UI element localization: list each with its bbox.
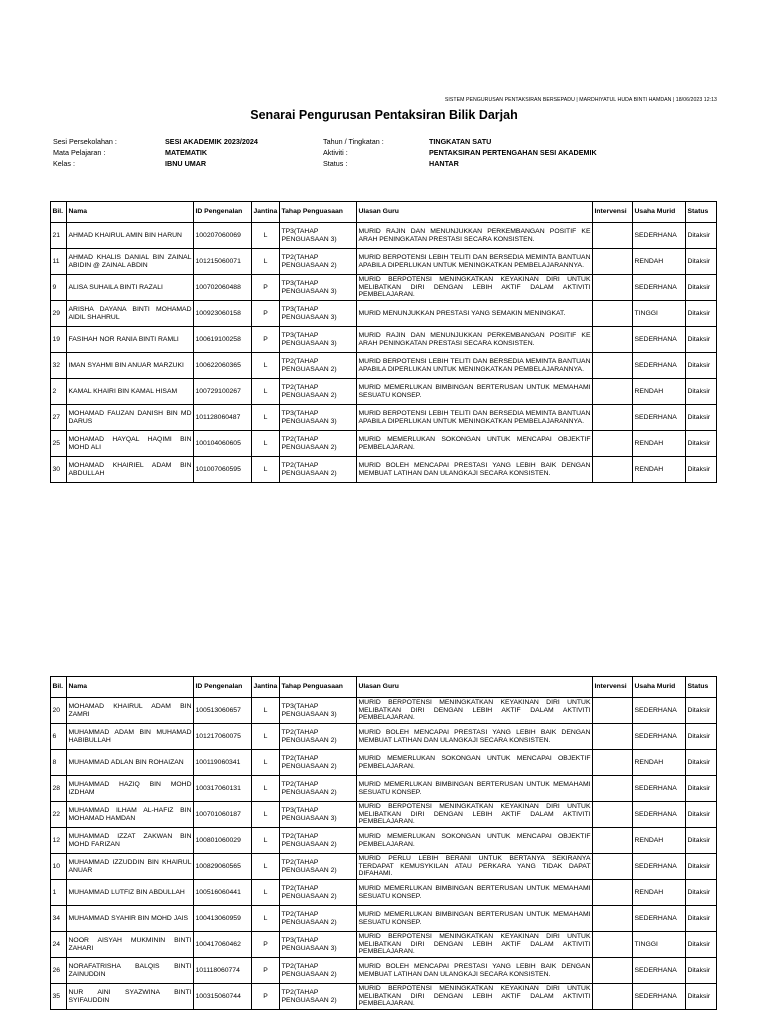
cell-usaha: SEDERHANA (633, 275, 686, 301)
header-status: Status (686, 202, 717, 223)
cell-bil: 20 (51, 698, 67, 724)
table-row (51, 802, 717, 828)
cell-intervensi (593, 249, 633, 275)
table-row (51, 776, 717, 802)
cell-intervensi (593, 275, 633, 301)
cell-jantina: P (252, 301, 280, 327)
cell-id: 100516060441 (194, 880, 252, 906)
cell-jantina: L (252, 854, 280, 880)
cell-ulasan: MURID MEMERLUKAN BIMBINGAN BERTERUSAN UNTUK MEMAHAMI SESUATU KONSEP. (357, 776, 593, 802)
cell-jantina: L (252, 698, 280, 724)
cell-tahap: TP2(TAHAP PENGUASAAN 2) (280, 750, 357, 776)
cell-intervensi (593, 379, 633, 405)
assessment-table-1 (50, 201, 717, 483)
meta-label-form: Tahun / Tingkatan : (323, 137, 384, 146)
cell-nama: MOHAMAD KHAIRIEL ADAM BIN ABDULLAH (67, 457, 194, 483)
cell-bil: 10 (51, 854, 67, 880)
meta-value-status: HANTAR (429, 159, 459, 168)
cell-bil: 25 (51, 431, 67, 457)
cell-status: Ditaksir (686, 301, 717, 327)
cell-ulasan: MURID BERPOTENSI LEBIH TELITI DAN BERSEDIA MEMINTA BANTUAN APABILA DIPERLUKAN UNTUK MENINGKATKAN PEMBELAJARANNYA. (357, 249, 593, 275)
cell-jantina: P (252, 984, 280, 1010)
meta-label-status: Status : (323, 159, 348, 168)
cell-usaha: RENDAH (633, 457, 686, 483)
cell-ulasan: MURID BOLEH MENCAPAI PRESTASI YANG LEBIH BAIK DENGAN MEMBUAT LATIHAN DAN ULANGKAJI SECARA KONSISTEN. (357, 457, 593, 483)
cell-status: Ditaksir (686, 750, 717, 776)
table-row (51, 431, 717, 457)
cell-jantina: L (252, 405, 280, 431)
cell-usaha: RENDAH (633, 431, 686, 457)
cell-ulasan: MURID MEMERLUKAN SOKONGAN UNTUK MENCAPAI OBJEKTIF PEMBELAJARAN. (357, 750, 593, 776)
cell-nama: FASIHAH NOR RANIA BINTI RAMLI (67, 327, 194, 353)
cell-status: Ditaksir (686, 776, 717, 802)
cell-tahap: TP2(TAHAP PENGUASAAN 2) (280, 854, 357, 880)
cell-tahap: TP2(TAHAP PENGUASAAN 2) (280, 906, 357, 932)
cell-bil: 28 (51, 776, 67, 802)
cell-nama: MOHAMAD KHAIRUL ADAM BIN ZAMRI (67, 698, 194, 724)
cell-ulasan: MURID BERPOTENSI MENINGKATKAN KEYAKINAN DIRI UNTUK MELIBATKAN DIRI DENGAN LEBIH AKTIF DALAM AKTIVITI PEMBELAJARAN. (357, 932, 593, 958)
cell-status: Ditaksir (686, 724, 717, 750)
cell-id: 101118060774 (194, 958, 252, 984)
cell-jantina: P (252, 327, 280, 353)
cell-status: Ditaksir (686, 828, 717, 854)
cell-usaha: SEDERHANA (633, 405, 686, 431)
cell-ulasan: MURID RAJIN DAN MENUNJUKKAN PERKEMBANGAN POSITIF KE ARAH PENINGKATAN PRESTASI SECARA KONSISTEN. (357, 223, 593, 249)
table-row (51, 327, 717, 353)
cell-usaha: RENDAH (633, 379, 686, 405)
table-row (51, 698, 717, 724)
table-row (51, 249, 717, 275)
cell-bil: 22 (51, 802, 67, 828)
header-id: ID Pengenalan (194, 677, 252, 698)
cell-bil: 19 (51, 327, 67, 353)
cell-usaha: SEDERHANA (633, 698, 686, 724)
cell-bil: 12 (51, 828, 67, 854)
header-intervensi: Intervensi (593, 202, 633, 223)
cell-tahap: TP3(TAHAP PENGUASAAN 3) (280, 327, 357, 353)
cell-status: Ditaksir (686, 249, 717, 275)
cell-bil: 2 (51, 379, 67, 405)
cell-nama: ALISA SUHAILA BINTI RAZALI (67, 275, 194, 301)
cell-intervensi (593, 698, 633, 724)
cell-nama: MUHAMMAD IZZUDDIN BIN KHAIRUL ANUAR (67, 854, 194, 880)
cell-ulasan: MURID BERPOTENSI MENINGKATKAN KEYAKINAN DIRI UNTUK MELIBATKAN DIRI DENGAN LEBIH AKTIF DALAM AKTIVITI PEMBELAJARAN. (357, 984, 593, 1010)
cell-bil: 21 (51, 223, 67, 249)
header-status: Status (686, 677, 717, 698)
cell-id: 100207060069 (194, 223, 252, 249)
cell-bil: 8 (51, 750, 67, 776)
cell-ulasan: MURID BERPOTENSI MENINGKATKAN KEYAKINAN DIRI UNTUK MELIBATKAN DIRI DENGAN LEBIH AKTIF DALAM AKTIVITI PEMBELAJARAN. (357, 802, 593, 828)
cell-intervensi (593, 880, 633, 906)
cell-ulasan: MURID BOLEH MENCAPAI PRESTASI YANG LEBIH BAIK DENGAN MEMBUAT LATIHAN DAN ULANGKAJI SECARA KONSISTEN. (357, 724, 593, 750)
cell-status: Ditaksir (686, 854, 717, 880)
cell-nama: MUHAMMAD ADLAN BIN ROHAIZAN (67, 750, 194, 776)
cell-status: Ditaksir (686, 906, 717, 932)
table-row (51, 301, 717, 327)
cell-intervensi (593, 353, 633, 379)
cell-bil: 26 (51, 958, 67, 984)
cell-jantina: P (252, 932, 280, 958)
header-jantina: Jantina (252, 202, 280, 223)
cell-intervensi (593, 301, 633, 327)
cell-jantina: L (252, 431, 280, 457)
cell-jantina: L (252, 457, 280, 483)
cell-id: 100417060462 (194, 932, 252, 958)
cell-ulasan: MURID MEMERLUKAN BIMBINGAN BERTERUSAN UNTUK MEMAHAMI SESUATU KONSEP. (357, 379, 593, 405)
cell-usaha: SEDERHANA (633, 223, 686, 249)
cell-ulasan: MURID BOLEH MENCAPAI PRESTASI YANG LEBIH BAIK DENGAN MEMBUAT LATIHAN DAN ULANGKAJI SECARA KONSISTEN. (357, 958, 593, 984)
cell-tahap: TP2(TAHAP PENGUASAAN 2) (280, 724, 357, 750)
table-row (51, 880, 717, 906)
cell-tahap: TP3(TAHAP PENGUASAAN 3) (280, 698, 357, 724)
cell-tahap: TP2(TAHAP PENGUASAAN 2) (280, 457, 357, 483)
cell-usaha: RENDAH (633, 249, 686, 275)
cell-usaha: SEDERHANA (633, 958, 686, 984)
cell-jantina: L (252, 724, 280, 750)
cell-bil: 30 (51, 457, 67, 483)
cell-intervensi (593, 750, 633, 776)
cell-jantina: L (252, 750, 280, 776)
cell-jantina: L (252, 880, 280, 906)
cell-status: Ditaksir (686, 457, 717, 483)
cell-status: Ditaksir (686, 405, 717, 431)
header-nama: Nama (67, 677, 194, 698)
cell-nama: IMAN SYAHMI BIN ANUAR MARZUKI (67, 353, 194, 379)
cell-id: 101007060595 (194, 457, 252, 483)
cell-usaha: SEDERHANA (633, 906, 686, 932)
header-ulasan: Ulasan Guru (357, 202, 593, 223)
cell-tahap: TP3(TAHAP PENGUASAAN 3) (280, 932, 357, 958)
cell-intervensi (593, 431, 633, 457)
table-row (51, 984, 717, 1010)
cell-id: 100513060657 (194, 698, 252, 724)
table-row (51, 457, 717, 483)
table-header-row (51, 202, 717, 223)
table-row (51, 405, 717, 431)
cell-id: 101215060071 (194, 249, 252, 275)
meta-row-session (53, 136, 713, 147)
cell-nama: MUHAMMAD HAZIQ BIN MOHD IZDHAM (67, 776, 194, 802)
cell-ulasan: MURID RAJIN DAN MENUNJUKKAN PERKEMBANGAN POSITIF KE ARAH PENINGKATAN PRESTASI SECARA KONSISTEN. (357, 327, 593, 353)
header-bil: Bil. (51, 202, 67, 223)
assessment-table-2 (50, 676, 717, 1010)
cell-tahap: TP2(TAHAP PENGUASAAN 2) (280, 958, 357, 984)
cell-tahap: TP3(TAHAP PENGUASAAN 3) (280, 405, 357, 431)
cell-id: 100729100267 (194, 379, 252, 405)
cell-jantina: P (252, 958, 280, 984)
cell-bil: 24 (51, 932, 67, 958)
cell-tahap: TP2(TAHAP PENGUASAAN 2) (280, 431, 357, 457)
table-row (51, 724, 717, 750)
header-jantina: Jantina (252, 677, 280, 698)
cell-nama: MUHAMMAD ADAM BIN MUHAMAD HABIBULLAH (67, 724, 194, 750)
cell-usaha: TINGGI (633, 932, 686, 958)
cell-tahap: TP2(TAHAP PENGUASAAN 2) (280, 828, 357, 854)
table-row (51, 958, 717, 984)
cell-id: 100701060187 (194, 802, 252, 828)
cell-status: Ditaksir (686, 698, 717, 724)
cell-jantina: L (252, 249, 280, 275)
cell-id: 100119060341 (194, 750, 252, 776)
table-row (51, 828, 717, 854)
header-tahap: Tahap Penguasaan (280, 202, 357, 223)
cell-nama: NORAFATRISHA BALQIS BINTI ZAINUDDIN (67, 958, 194, 984)
cell-status: Ditaksir (686, 275, 717, 301)
cell-intervensi (593, 724, 633, 750)
cell-ulasan: MURID BERPOTENSI MENINGKATKAN KEYAKINAN DIRI UNTUK MELIBATKAN DIRI DENGAN LEBIH AKTIF DALAM AKTIVITI PEMBELAJARAN. (357, 275, 593, 301)
table-row (51, 906, 717, 932)
header-intervensi: Intervensi (593, 677, 633, 698)
cell-ulasan: MURID MENUNJUKKAN PRESTASI YANG SEMAKIN MENINGKAT. (357, 301, 593, 327)
cell-ulasan: MURID MEMERLUKAN SOKONGAN UNTUK MENCAPAI OBJEKTIF PEMBELAJARAN. (357, 431, 593, 457)
cell-tahap: TP2(TAHAP PENGUASAAN 2) (280, 249, 357, 275)
cell-status: Ditaksir (686, 431, 717, 457)
cell-id: 100315060744 (194, 984, 252, 1010)
cell-tahap: TP2(TAHAP PENGUASAAN 2) (280, 984, 357, 1010)
cell-bil: 32 (51, 353, 67, 379)
cell-intervensi (593, 958, 633, 984)
report-metadata (53, 136, 713, 169)
cell-ulasan: MURID BERPOTENSI MENINGKATKAN KEYAKINAN DIRI UNTUK MELIBATKAN DIRI DENGAN LEBIH AKTIF DALAM AKTIVITI PEMBELAJARAN. (357, 698, 593, 724)
cell-ulasan: MURID MEMERLUKAN SOKONGAN UNTUK MENCAPAI OBJEKTIF PEMBELAJARAN. (357, 828, 593, 854)
cell-intervensi (593, 405, 633, 431)
cell-usaha: TINGGI (633, 301, 686, 327)
cell-nama: MUHAMMAD SYAHIR BIN MOHD JAIS (67, 906, 194, 932)
meta-value-subject: MATEMATIK (165, 148, 208, 157)
cell-usaha: SEDERHANA (633, 854, 686, 880)
cell-intervensi (593, 776, 633, 802)
cell-tahap: TP2(TAHAP PENGUASAAN 2) (280, 379, 357, 405)
cell-usaha: SEDERHANA (633, 327, 686, 353)
cell-jantina: L (252, 906, 280, 932)
cell-nama: AHMAD KHAIRUL AMIN BIN HARUN (67, 223, 194, 249)
cell-id: 101217060075 (194, 724, 252, 750)
table-row (51, 379, 717, 405)
cell-nama: MOHAMAD HAYQAL HAQIMI BIN MOHD ALI (67, 431, 194, 457)
meta-label-class: Kelas : (53, 159, 75, 168)
cell-status: Ditaksir (686, 223, 717, 249)
cell-status: Ditaksir (686, 880, 717, 906)
cell-usaha: SEDERHANA (633, 724, 686, 750)
cell-status: Ditaksir (686, 802, 717, 828)
cell-nama: MUHAMMAD ILHAM AL-HAFIZ BIN MOHAMAD HAMDAN (67, 802, 194, 828)
system-info-line: SISTEM PENGURUSAN PENTAKSIRAN BERSEPADU | MARDHIYATUL HUDA BINTI HAMDAN | 18/06/2023 12:13 (444, 97, 717, 103)
cell-intervensi (593, 932, 633, 958)
cell-bil: 35 (51, 984, 67, 1010)
table-header-row (51, 677, 717, 698)
cell-intervensi (593, 457, 633, 483)
cell-jantina: L (252, 776, 280, 802)
cell-ulasan: MURID MEMERLUKAN BIMBINGAN BERTERUSAN UNTUK MEMAHAMI SESUATU KONSEP. (357, 880, 593, 906)
cell-usaha: RENDAH (633, 828, 686, 854)
cell-bil: 27 (51, 405, 67, 431)
cell-nama: AHMAD KHALIS DANIAL BIN ZAINAL ABIDIN @ ZAINAL ABDIN (67, 249, 194, 275)
cell-status: Ditaksir (686, 327, 717, 353)
cell-tahap: TP3(TAHAP PENGUASAAN 3) (280, 275, 357, 301)
header-nama: Nama (67, 202, 194, 223)
header-usaha: Usaha Murid (633, 202, 686, 223)
cell-nama: MUHAMMAD IZZAT ZAKWAN BIN MOHD FARIZAN (67, 828, 194, 854)
cell-id: 100413060959 (194, 906, 252, 932)
meta-value-class: IBNU UMAR (165, 159, 207, 168)
cell-intervensi (593, 223, 633, 249)
cell-intervensi (593, 828, 633, 854)
table-row (51, 275, 717, 301)
table-row (51, 353, 717, 379)
cell-tahap: TP3(TAHAP PENGUASAAN 3) (280, 301, 357, 327)
cell-id: 100829060565 (194, 854, 252, 880)
cell-intervensi (593, 854, 633, 880)
meta-label-session: Sesi Persekolahan : (53, 137, 117, 146)
cell-intervensi (593, 984, 633, 1010)
cell-jantina: L (252, 802, 280, 828)
cell-usaha: RENDAH (633, 880, 686, 906)
cell-usaha: SEDERHANA (633, 353, 686, 379)
cell-ulasan: MURID BERPOTENSI LEBIH TELITI DAN BERSEDIA MEMINTA BANTUAN APABILA DIPERLUKAN UNTUK MENINGKATKAN PEMBELAJARANNYA. (357, 353, 593, 379)
header-tahap: Tahap Penguasaan (280, 677, 357, 698)
meta-value-activity: PENTAKSIRAN PERTENGAHAN SESI AKADEMIK (429, 148, 597, 157)
cell-jantina: L (252, 379, 280, 405)
cell-tahap: TP2(TAHAP PENGUASAAN 2) (280, 776, 357, 802)
table-row (51, 223, 717, 249)
cell-nama: NUR AINI SYAZWINA BINTI SYIFAUDDIN (67, 984, 194, 1010)
cell-tahap: TP2(TAHAP PENGUASAAN 2) (280, 880, 357, 906)
cell-ulasan: MURID PERLU LEBIH BERANI UNTUK BERTANYA SEKIRANYA TERDAPAT KEMUSYKILAN ATAU PERKARA YANG TIDAK DAPAT DIFAHAMI. (357, 854, 593, 880)
cell-id: 100104060605 (194, 431, 252, 457)
cell-ulasan: MURID BERPOTENSI LEBIH TELITI DAN BERSEDIA MEMINTA BANTUAN APABILA DIPERLUKAN UNTUK MENINGKATKAN PEMBELAJARANNYA. (357, 405, 593, 431)
header-id: ID Pengenalan (194, 202, 252, 223)
cell-intervensi (593, 802, 633, 828)
cell-bil: 6 (51, 724, 67, 750)
cell-status: Ditaksir (686, 984, 717, 1010)
page-title: Senarai Pengurusan Pentaksiran Bilik Darjah (250, 108, 518, 122)
cell-status: Ditaksir (686, 958, 717, 984)
cell-bil: 29 (51, 301, 67, 327)
cell-nama: NOOR AISYAH MUKMININ BINTI ZAHARI (67, 932, 194, 958)
cell-jantina: L (252, 223, 280, 249)
cell-ulasan: MURID MEMERLUKAN BIMBINGAN BERTERUSAN UNTUK MEMAHAMI SESUATU KONSEP. (357, 906, 593, 932)
cell-nama: KAMAL KHAIRI BIN KAMAL HISAM (67, 379, 194, 405)
table-row (51, 854, 717, 880)
cell-jantina: L (252, 353, 280, 379)
cell-id: 100702060488 (194, 275, 252, 301)
cell-bil: 1 (51, 880, 67, 906)
header-ulasan: Ulasan Guru (357, 677, 593, 698)
cell-usaha: SEDERHANA (633, 776, 686, 802)
table-row (51, 750, 717, 776)
cell-jantina: P (252, 275, 280, 301)
cell-bil: 34 (51, 906, 67, 932)
cell-usaha: SEDERHANA (633, 802, 686, 828)
cell-usaha: RENDAH (633, 750, 686, 776)
meta-row-class (53, 158, 713, 169)
cell-id: 100619100258 (194, 327, 252, 353)
cell-intervensi (593, 906, 633, 932)
meta-row-subject (53, 147, 713, 158)
cell-intervensi (593, 327, 633, 353)
cell-status: Ditaksir (686, 932, 717, 958)
cell-nama: MOHAMAD FAUZAN DANISH BIN MD DARUS (67, 405, 194, 431)
cell-id: 100801060029 (194, 828, 252, 854)
cell-tahap: TP3(TAHAP PENGUASAAN 3) (280, 223, 357, 249)
cell-bil: 11 (51, 249, 67, 275)
table-row (51, 932, 717, 958)
cell-status: Ditaksir (686, 379, 717, 405)
cell-status: Ditaksir (686, 353, 717, 379)
header-usaha: Usaha Murid (633, 677, 686, 698)
cell-id: 101128060487 (194, 405, 252, 431)
meta-value-session: SESI AKADEMIK 2023/2024 (165, 137, 258, 146)
meta-label-subject: Mata Pelajaran : (53, 148, 106, 157)
header-bil: Bil. (51, 677, 67, 698)
cell-id: 100317060131 (194, 776, 252, 802)
cell-nama: ARISHA DAYANA BINTI MOHAMAD AIDIL SHAHRUL (67, 301, 194, 327)
meta-value-form: TINGKATAN SATU (429, 137, 492, 146)
cell-jantina: L (252, 828, 280, 854)
cell-nama: MUHAMMAD LUTFIZ BIN ABDULLAH (67, 880, 194, 906)
cell-tahap: TP3(TAHAP PENGUASAAN 3) (280, 802, 357, 828)
meta-label-activity: Aktiviti : (323, 148, 348, 157)
cell-id: 100923060158 (194, 301, 252, 327)
cell-id: 100622060365 (194, 353, 252, 379)
cell-usaha: SEDERHANA (633, 984, 686, 1010)
cell-tahap: TP2(TAHAP PENGUASAAN 2) (280, 353, 357, 379)
cell-bil: 9 (51, 275, 67, 301)
